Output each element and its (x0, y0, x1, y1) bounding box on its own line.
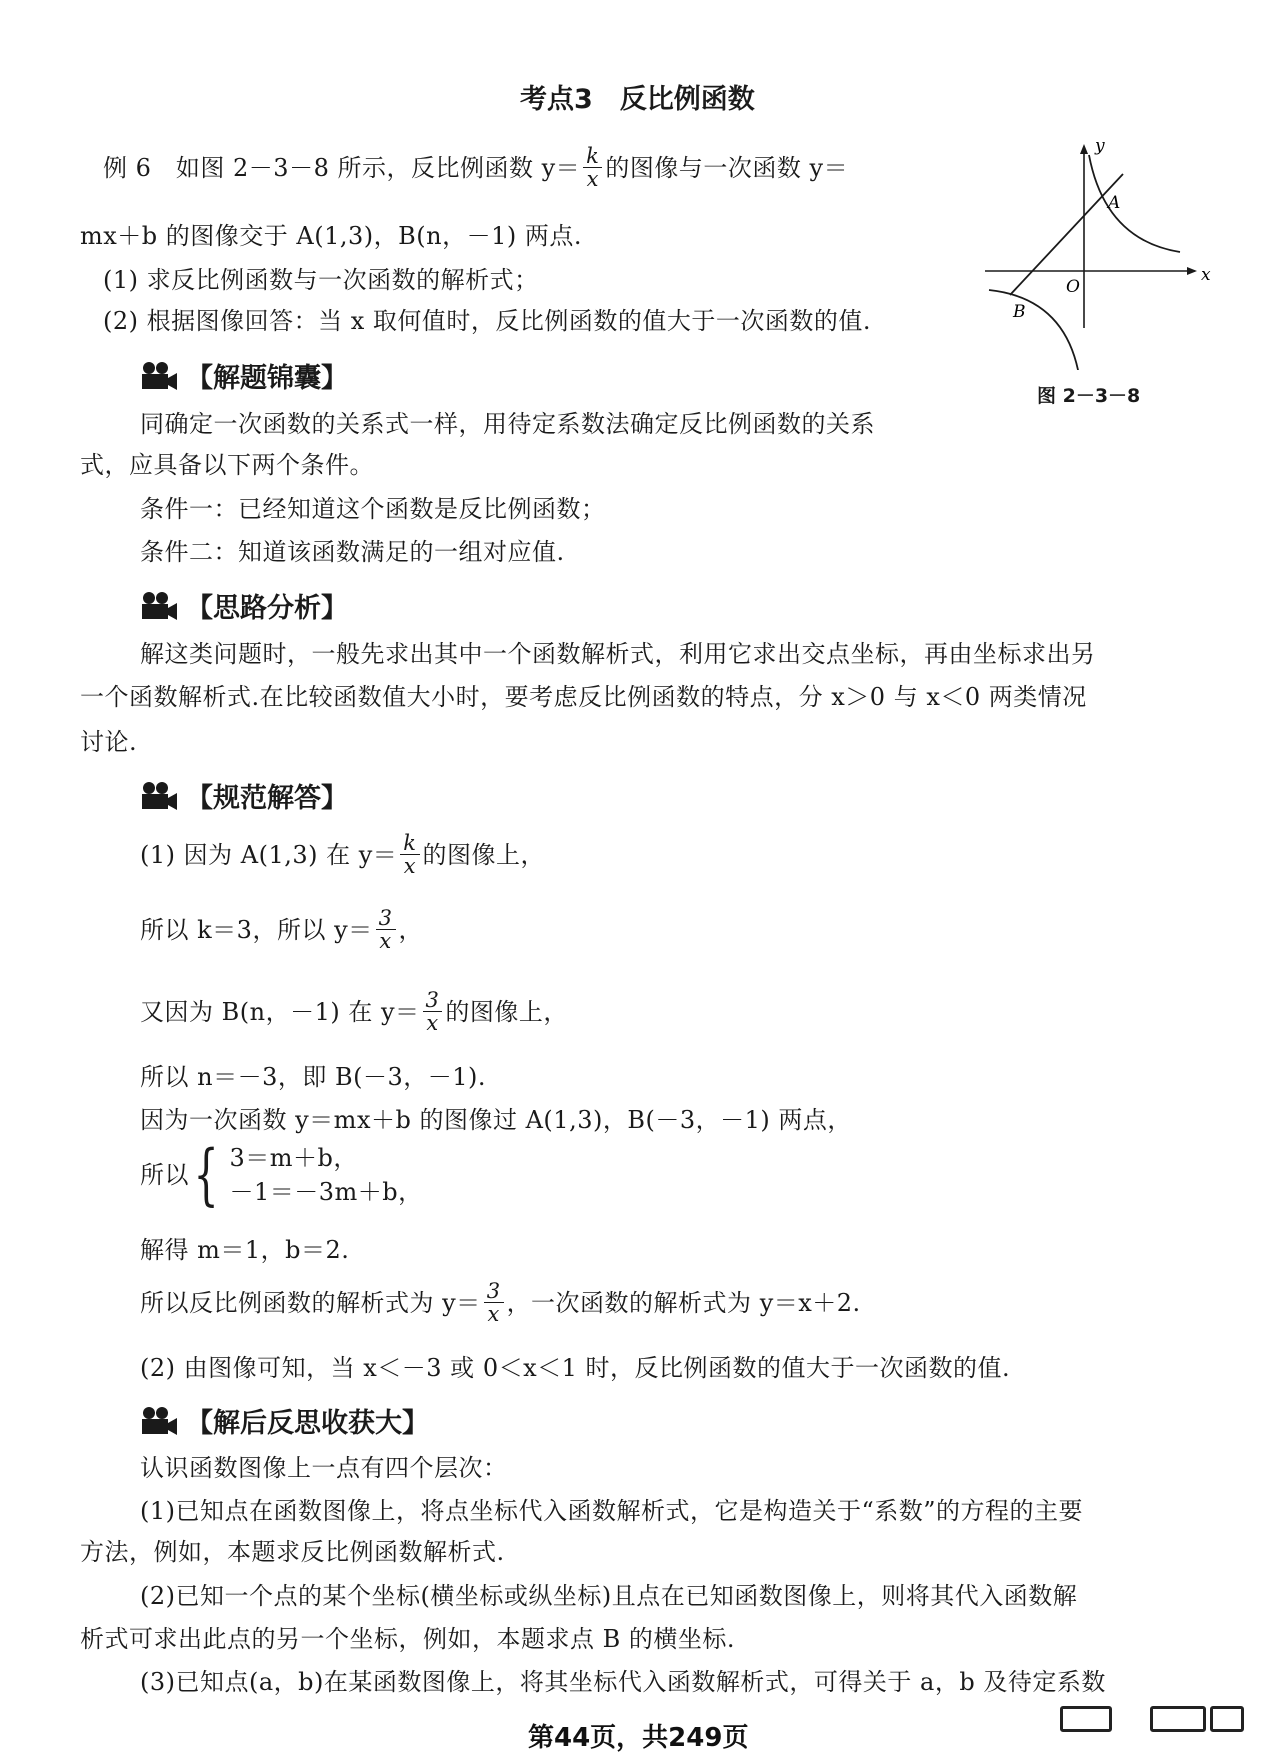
solution-line-9: (2) 由图像可知，当 x＜－3 或 0＜x＜1 时，反比例函数的值大于一次函数的值. (140, 1354, 1011, 1382)
solution-line-3 (140, 989, 568, 1034)
section-reflection-title: 【解后反思收获大】 (186, 1408, 429, 1439)
y-axis-label: y (1095, 140, 1105, 156)
y-axis-arrow (1080, 144, 1088, 154)
reflection-paragraph-4: (2)已知一个点的某个坐标(横坐标或纵坐标)且点在已知函数图像上，则将其代入函数解 (140, 1582, 1078, 1610)
scroll-handle-icon[interactable] (1060, 1706, 1112, 1732)
question-2: (2) 根据图像回答：当 x 取何值时，反比例函数的值大于一次函数的值. (103, 307, 872, 335)
solution-line-1 (140, 832, 545, 877)
video-camera-icon (140, 361, 178, 391)
fraction-k-over-x (583, 145, 602, 190)
fraction-denominator: x (586, 167, 599, 192)
fraction-numerator: 3 (378, 906, 393, 930)
solution-line-7: 解得 m＝1，b＝2. (140, 1236, 350, 1264)
fraction-numerator: 3 (486, 1279, 501, 1303)
page-indicator: 第44页，共249页 (528, 1723, 749, 1753)
solution-line-8 (140, 1280, 861, 1325)
fraction-3-over-x (376, 907, 396, 952)
tips-paragraph-1: 同确定一次函数的关系式一样，用待定系数法确定反比例函数的关系 (140, 410, 875, 438)
video-camera-icon (140, 591, 178, 621)
example-line-1 (103, 145, 848, 190)
fraction-denominator: x (403, 854, 417, 879)
point-b-label: B (1013, 302, 1026, 322)
reflection-paragraph-3: 方法，例如，本题求反比例函数解析式. (80, 1538, 505, 1566)
fraction-3-over-x (423, 989, 443, 1034)
fraction-denominator: x (379, 929, 392, 954)
section-solution-title: 【规范解答】 (186, 783, 348, 814)
solution-line-8-pre: 所以反比例函数的解析式为 y＝ (140, 1288, 481, 1317)
function-graph-figure (975, 140, 1215, 370)
fraction-numerator: 3 (425, 988, 440, 1012)
example-line-2: mx＋b 的图像交于 A(1,3)，B(n，－1) 两点. (80, 222, 582, 250)
solution-line-1-post: 的图像上， (422, 840, 546, 869)
solution-line-3-pre: 又因为 B(n，－1) 在 y＝ (140, 997, 420, 1026)
section-tips-heading (140, 356, 348, 395)
section-solution-heading (140, 776, 348, 815)
origin-label: O (1066, 277, 1080, 297)
solution-line-8-post: ，一次函数的解析式为 y＝x＋2. (506, 1288, 861, 1317)
section-tips-title: 【解题锦囊】 (186, 363, 348, 394)
solution-line-3-post: 的图像上， (445, 997, 568, 1026)
equation-1: 3＝m＋b， (229, 1144, 358, 1172)
example-line-1-pre: 例 6 如图 2－3－8 所示，反比例函数 y＝ (103, 153, 581, 182)
solution-line-2-post: ， (398, 915, 424, 944)
fraction-3-over-x (484, 1280, 504, 1325)
section-analysis-title: 【思路分析】 (186, 593, 348, 624)
equation-2: －1＝－3m＋b， (229, 1178, 423, 1206)
reflection-paragraph-1: 认识函数图像上一点有四个层次： (140, 1454, 508, 1482)
analysis-paragraph-2: 一个函数解析式.在比较函数值大小时，要考虑反比例函数的特点，分 x＞0 与 x＜0 两类情况 (80, 683, 1087, 711)
scroll-handle-icon[interactable] (1150, 1706, 1206, 1732)
fraction-denominator: x (487, 1302, 500, 1327)
scroll-handle-icon[interactable] (1210, 1706, 1244, 1732)
hyperbola-branch-2 (989, 290, 1079, 370)
hyperbola-branch-1 (1089, 155, 1180, 252)
fraction-denominator: x (426, 1011, 439, 1036)
fraction-numerator: k (403, 831, 417, 855)
analysis-paragraph-1: 解这类问题时，一般先求出其中一个函数解析式，利用它求出交点坐标，再由坐标求出另 (140, 640, 1096, 668)
reflection-paragraph-5: 析式可求出此点的另一个坐标，例如，本题求点 B 的横坐标. (80, 1625, 736, 1653)
tips-paragraph-2: 式，应具备以下两个条件。 (80, 451, 374, 479)
section-reflection-heading (140, 1401, 429, 1440)
section-analysis-heading (140, 586, 348, 625)
solution-line-2-pre: 所以 k＝3，所以 y＝ (140, 915, 373, 944)
analysis-paragraph-3: 讨论. (80, 728, 138, 756)
example-line-1-post: 的图像与一次函数 y＝ (605, 153, 849, 182)
tips-condition-2: 条件二：知道该函数满足的一组对应值. (140, 538, 565, 566)
video-camera-icon (140, 1406, 178, 1436)
x-axis-label: x (1201, 265, 1211, 285)
x-axis-arrow (1187, 267, 1197, 275)
solution-line-5: 因为一次函数 y＝mx＋b 的图像过 A(1,3)，B(－3，－1) 两点， (140, 1106, 852, 1134)
video-camera-icon (140, 781, 178, 811)
fraction-k-over-x (400, 832, 419, 877)
tips-condition-1: 条件一：已经知道这个函数是反比例函数； (140, 495, 606, 523)
solution-line-1-pre: (1) 因为 A(1,3) 在 y＝ (140, 840, 398, 869)
equation-system-prefix: 所以 (140, 1161, 189, 1189)
solution-line-2 (140, 907, 423, 952)
reflection-paragraph-2: (1)已知点在函数图像上，将点坐标代入函数解析式，它是构造关于“系数”的方程的主要 (140, 1497, 1084, 1525)
page-title: 考点3 反比例函数 (520, 84, 755, 115)
left-brace: { (193, 1136, 219, 1213)
solution-line-4: 所以 n＝－3，即 B(－3，－1). (140, 1063, 487, 1091)
fraction-numerator: k (586, 144, 600, 168)
figure-caption: 图 2－3－8 (1037, 385, 1141, 407)
reflection-paragraph-6: (3)已知点(a，b)在某函数图像上，将其坐标代入函数解析式，可得关于 a，b 及待定系数 (140, 1668, 1106, 1696)
question-1: (1) 求反比例函数与一次函数的解析式； (103, 266, 539, 294)
equation-system (140, 1136, 423, 1213)
point-a-label: A (1108, 193, 1121, 213)
